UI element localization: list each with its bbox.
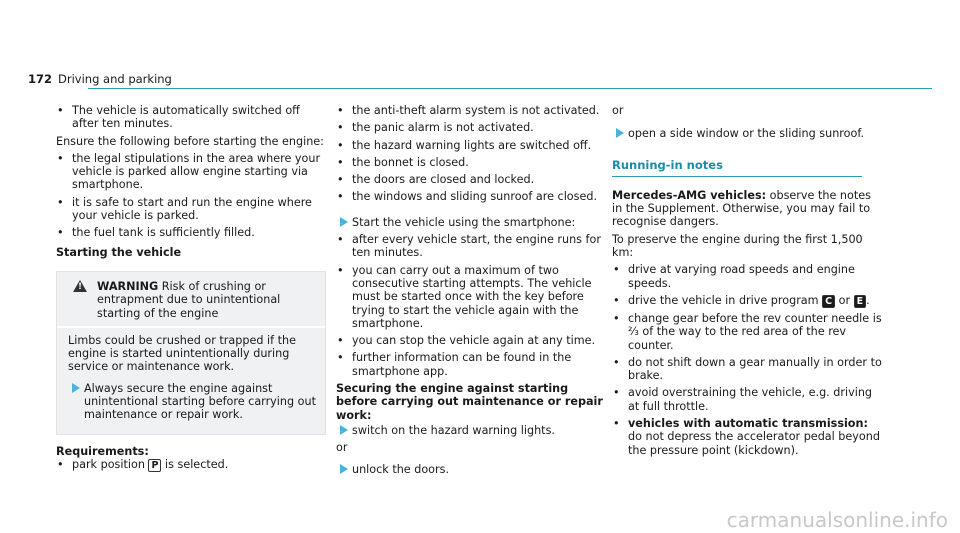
list-item: • change gear before the rev counter needle is ⅔ of the way to the red area of the rev counter. [613, 311, 882, 352]
list-item: • it is safe to start and run the engine where your vehicle is parked. [57, 195, 312, 223]
warning-step: Always secure the engine against unintentional starting before carrying out maintenance or repair work. [68, 382, 317, 422]
park-position-icon: P [148, 459, 161, 472]
step-arrow-icon [340, 217, 348, 227]
list-item: • park position P is selected. [57, 457, 229, 471]
step-start: Start the vehicle using the smartphone: [336, 216, 606, 229]
list-item: • the panic alarm is not activated. [337, 121, 534, 135]
page-section-title: Driving and parking [58, 72, 172, 86]
column-2 [336, 104, 606, 480]
step-arrow-icon [340, 464, 348, 474]
list-item: • the doors are closed and locked. [337, 173, 535, 187]
list-item: • drive at varying road speeds and engine speeds. [613, 263, 855, 290]
warning-body [57, 328, 325, 434]
step-hazard: switch on the hazard warning lights. [336, 424, 606, 437]
list-item: • the hazard warning lights are switched off. [337, 138, 592, 152]
step-arrow-icon [72, 383, 80, 393]
securing-heading: Securing the engine against starting before carrying out maintenance or repair work: [336, 382, 603, 422]
warning-headline: Risk of crushing or entrapment due to unintentional starting of the engine [97, 279, 281, 320]
or-text: or [612, 104, 624, 117]
list-item: • the bonnet is closed. [337, 155, 469, 169]
section-title: Running-in notes [612, 159, 862, 177]
header-rule [88, 88, 932, 89]
list-item: • The vehicle is automatically switched off after ten minutes. [57, 104, 300, 131]
drive-program-e-icon: E [854, 295, 867, 308]
list-item: • do not shift down a gear manually in order to brake. [613, 355, 882, 383]
or-text: or [336, 441, 348, 455]
ensure-intro: Ensure the following before starting the engine: [56, 134, 324, 148]
column-3 [612, 104, 882, 461]
warning-box [56, 271, 326, 435]
warning-header [57, 272, 325, 328]
starting-heading: Starting the vehicle [56, 245, 182, 259]
step-unlock: unlock the doors. [336, 463, 606, 476]
warning-triangle-icon [73, 280, 87, 292]
list-item: • the anti-theft alarm system is not activated. [337, 104, 600, 117]
watermark: carmanualsonline.info [726, 507, 948, 532]
list-item: • the windows and sliding sunroof are closed. [337, 190, 598, 204]
list-item: • drive the vehicle in drive program C or E . [613, 293, 870, 307]
step-arrow-icon [340, 425, 348, 435]
column-1 [56, 104, 326, 476]
list-item: • after every vehicle start, the engine runs for ten minutes. [337, 233, 601, 260]
step-arrow-icon [616, 128, 624, 138]
preserve-intro: To preserve the engine during the first 1,500 km: [612, 232, 863, 260]
page-header [28, 73, 172, 86]
amg-note: Mercedes-AMG vehicles: observe the notes in the Supplement. Otherwise, you may fail to recognise dangers. [612, 188, 871, 229]
list-item: • the legal stipulations in the area where your vehicle is parked allow engine starting via smartphone. [57, 151, 321, 192]
list-item: • vehicles with automatic transmission: do not depress the accelerator pedal beyond the pressure point (kickdown). [613, 417, 880, 457]
list-item: • you can carry out a maximum of two consecutive starting attempts. The vehicle must be started once with the key before trying to start the vehicle again with the smartphone. [337, 263, 592, 330]
list-item: • you can stop the vehicle again at any time. [337, 334, 596, 348]
list-item: • further information can be found in the smartphone app. [337, 351, 572, 378]
step-window: open a side window or the sliding sunroof. [612, 127, 882, 140]
drive-program-c-icon: C [822, 295, 835, 308]
warning-label: WARNING [97, 279, 159, 293]
list-item: • the fuel tank is sufficiently filled. [57, 226, 255, 240]
requirements-heading: Requirements: [56, 444, 149, 458]
page-number: 172 [28, 72, 53, 86]
warning-text: Limbs could be crushed or trapped if the engine is started unintentionally during service or maintenance work. [68, 333, 296, 374]
list-item: • avoid overstraining the vehicle, e.g. driving at full throttle. [613, 386, 873, 413]
